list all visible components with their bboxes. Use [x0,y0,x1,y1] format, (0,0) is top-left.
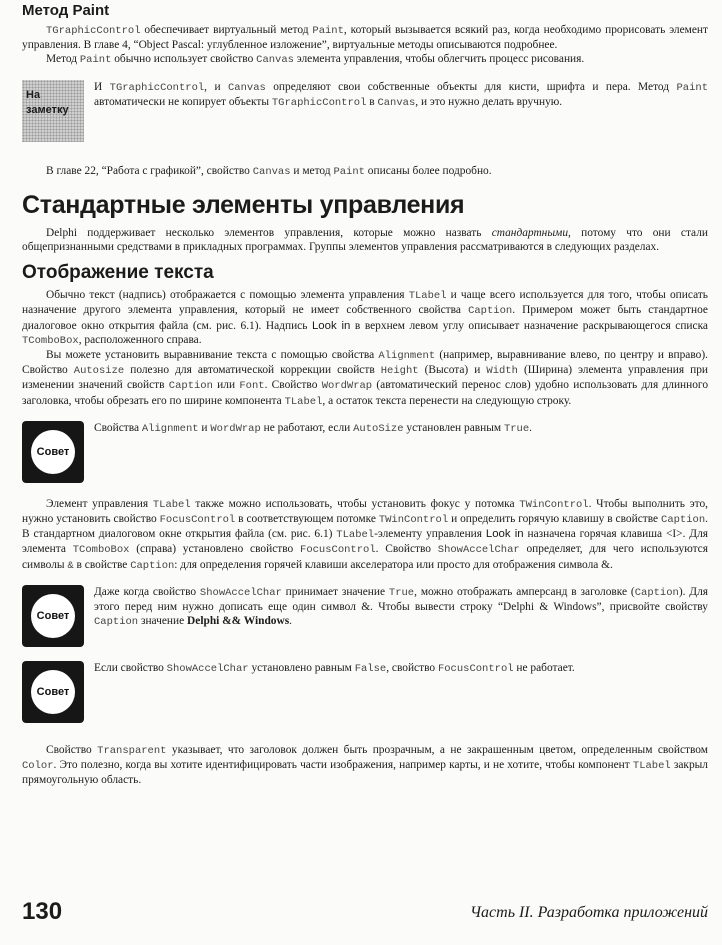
paragraph-text-1 [22,288,708,348]
text-run: не работают, если [260,421,354,434]
note-label-line1: На [26,88,41,101]
code-term: Caption [168,380,213,393]
text-run: в верхнем левом углу описывает назначение раскрывающегося списка [350,319,708,332]
code-term: TComboBox [22,334,79,347]
text-run: -элементу управления [374,528,486,541]
text-run: Вы можете установить выравнивание текста с помощью свойства [46,349,379,362]
paragraph-standard-1 [22,226,708,254]
text-run: Обычно текст (надпись) отображается с помощью элемента управления [46,289,409,302]
text-run: , потому что они стали общепризнанными средствами в прикладных программах. Группы элементов управления рассматриваются в следующих разделах. [22,226,708,254]
code-term: Alignment [141,422,199,435]
tip-callout-3 [22,661,708,723]
page-number: 130 [22,898,63,925]
code-term: Caption [634,586,679,599]
text-run: . Это полезно, когда вы хотите идентифицировать части изображения, например карты, и не хотите, чтобы компонент [53,759,633,772]
text-run: автоматически не копирует объекты [94,95,272,108]
code-term: ShowAccelChar [166,662,249,675]
code-term: Caption [661,514,706,527]
ui-term: Look in [485,528,524,541]
text-run: , расположенного справа. [78,333,202,346]
paragraph-text-2 [22,348,708,409]
code-term: & [67,559,74,572]
text-run: описаны более подробно. [364,164,492,177]
code-term: Width [486,365,518,378]
text-run: . [529,421,533,434]
ui-term: Look in [311,319,351,332]
text-run: Delphi поддерживает несколько элементов управления, которые можно назвать [46,226,492,239]
text-run: установлен равным [403,421,504,434]
text-run: значение [138,615,188,628]
text-run: в [366,95,378,108]
text-run: И [94,80,110,93]
code-term: Canvas [377,96,416,109]
text-run: и метод [290,164,334,177]
code-term: TLabel [336,529,375,542]
code-term: Autosize [73,365,125,378]
text-run: В главе 22, “Работа с графикой”, свойство [46,164,253,177]
code-term: TComboBox [72,544,130,557]
paragraph-text-3 [22,497,708,573]
code-term: TGraphicControl [271,96,367,109]
code-term: ShowAccelChar [199,586,282,599]
code-term: ShowAccelChar [437,544,520,557]
text-run: Даже когда свойство [94,585,200,598]
running-title: Часть II. Разработка приложений [470,904,708,921]
code-term: WordWrap [321,380,373,393]
text-run: , который вызывается всякий раз, когда необходимо прорисовать элемент управления. В главе 4, “Object Pascal: углубленное изложение”, виртуальные методы описываются подробнее. [22,24,708,52]
code-term: Font [239,380,265,393]
tip-badge [22,661,84,723]
text-run: . Свойство [264,379,322,392]
tip-label: Совет [31,594,75,638]
code-term: Caption [130,559,175,572]
code-term: False [354,662,387,675]
text-run: закрыл прямоугольную область. [22,759,708,787]
text-run: , свойство [386,661,438,674]
code-term: Color [22,760,54,773]
text-run: (Ширина) элемента управления при изменении значений свойств [22,364,708,392]
paragraph-paint-3 [22,164,708,179]
tip-label: Совет [31,430,75,474]
text-run: обычно использует свойство [111,53,257,66]
text-run: Свойства [94,421,142,434]
code-term: TLabel [408,290,447,303]
text-run: Элемент управления [46,497,153,510]
text-run: , а остаток текста перенести на следующую строку. [322,394,572,407]
code-term: True [388,586,415,599]
text-run: полезно для автоматической коррекции свойств [124,364,381,377]
code-term: Paint [79,54,112,67]
text-run: (автоматический перенос слов) удобно использовать для длинного заголовка, чтобы обрезать его по ширине компонента [22,379,709,407]
code-term: Caption [94,616,139,629]
code-term: True [503,422,530,435]
tip-badge [22,421,84,483]
code-term: Paint [312,25,344,37]
code-term: TGraphicControl [46,25,141,37]
code-term: Canvas [252,165,291,178]
code-term: Caption [468,305,513,318]
text-run: . В стандартном диалоговом окне открытия файла (см. рис. 6.1) [22,513,708,541]
text-run: указывает, что заголовок должен быть прозрачным, а не закрашенным цветом, определенным свойством [166,743,708,756]
text-run: , можно отображать амперсанд в заголовке ( [414,585,635,598]
text-run: установлено равным [248,661,355,674]
code-term: TWinControl [378,514,449,527]
text-run: (справа) установлено свойство [129,543,301,556]
tip-text [84,661,708,723]
page-footer [22,898,708,928]
text-run: . Чтобы выполнить это, нужно установить свойство [22,497,708,526]
text-run: Если свойство [94,661,167,674]
section-heading-paint: Метод Paint [22,2,110,19]
text-run: , и [204,80,228,93]
code-term: AutoSize [353,422,404,435]
text-run: и [198,421,211,434]
tip-callout-2 [22,585,708,647]
book-page [22,0,708,787]
tip-text [84,421,708,483]
text-run: назначена горячая клавиша <I>. Для элемента [22,528,708,556]
code-term: WordWrap [210,422,261,435]
text-run: обеспечивает виртуальный метод [140,24,313,36]
chapter-heading-standard-controls: Стандартные элементы управления [22,190,465,219]
text-run: и чаще всего используется для того, чтобы описать назначение другого элемента управления, который не имеет собственного свойства [22,289,708,317]
text-run: в соответствующем потомке [235,513,379,526]
text-run: Метод [46,53,80,66]
code-term: Canvas [256,54,294,67]
code-term: Transparent [97,744,167,757]
text-run: (например, выравнивание влево, по центру и вправо). Свойство [22,349,708,377]
code-term: FocusControl [300,544,376,557]
code-term: TGraphicControl [109,81,205,94]
text-run: . Свойство [375,543,438,556]
code-term: TLabel [632,760,671,773]
code-term: FocusControl [437,662,514,675]
note-text [84,80,708,142]
bold-term: Delphi && Windows [187,615,290,628]
paragraph-paint-2 [22,52,708,67]
text-run: ). Для этого перед ним нужно дописать еще один символ &. Чтобы вывести строку “Delphi & Windows”, присвойте свойству [94,585,709,614]
tip-callout-1 [22,421,708,483]
code-term: Alignment [378,350,436,363]
text-run: в свойстве [73,558,131,571]
text-run: и определить горячую клавишу в свойстве [448,513,662,526]
text-run: . Примером может быть стандартное диалоговое окно открытия файла (см. рис. 6.1). Надпись [22,304,708,332]
code-term: Paint [333,165,365,178]
text-run: принимает значение [281,585,389,598]
text-run: определяет, для чего используются символы [22,543,708,571]
code-term: Paint [676,81,708,94]
note-badge [22,80,84,142]
text-run: или [212,379,240,392]
code-term: TWinControl [519,498,589,511]
code-term: TLabel [152,498,191,511]
note-callout [22,80,708,142]
code-term: TLabel [284,395,323,408]
emphasis-term: стандартными [491,226,569,239]
paragraph-paint-1 [22,23,708,52]
tip-label: Совет [31,670,75,714]
text-run: . [289,615,293,628]
text-run: определяют свои собственные объекты для кисти, шрифта и пера. Метод [265,80,677,93]
section-heading-text-display: Отображение текста [22,262,214,284]
code-term: FocusControl [159,514,236,527]
text-run: также можно использовать, чтобы установить фокус у потомка [190,497,520,510]
tip-badge [22,585,84,647]
text-run: Свойство [46,743,98,756]
text-run: элемента управления, чтобы облегчить процесс рисования. [293,53,585,66]
text-run: (Высота) и [418,364,487,377]
text-run: не работает. [513,661,575,674]
code-term: Canvas [227,81,266,94]
note-label-line2: заметку [26,103,69,116]
text-run: : для определения горячей клавиши акселератора или просто для отображения символа &. [174,558,613,571]
text-run: , и это нужно делать вручную. [415,95,563,108]
tip-text [84,585,708,647]
paragraph-text-4 [22,743,708,788]
code-term: Height [380,365,419,378]
